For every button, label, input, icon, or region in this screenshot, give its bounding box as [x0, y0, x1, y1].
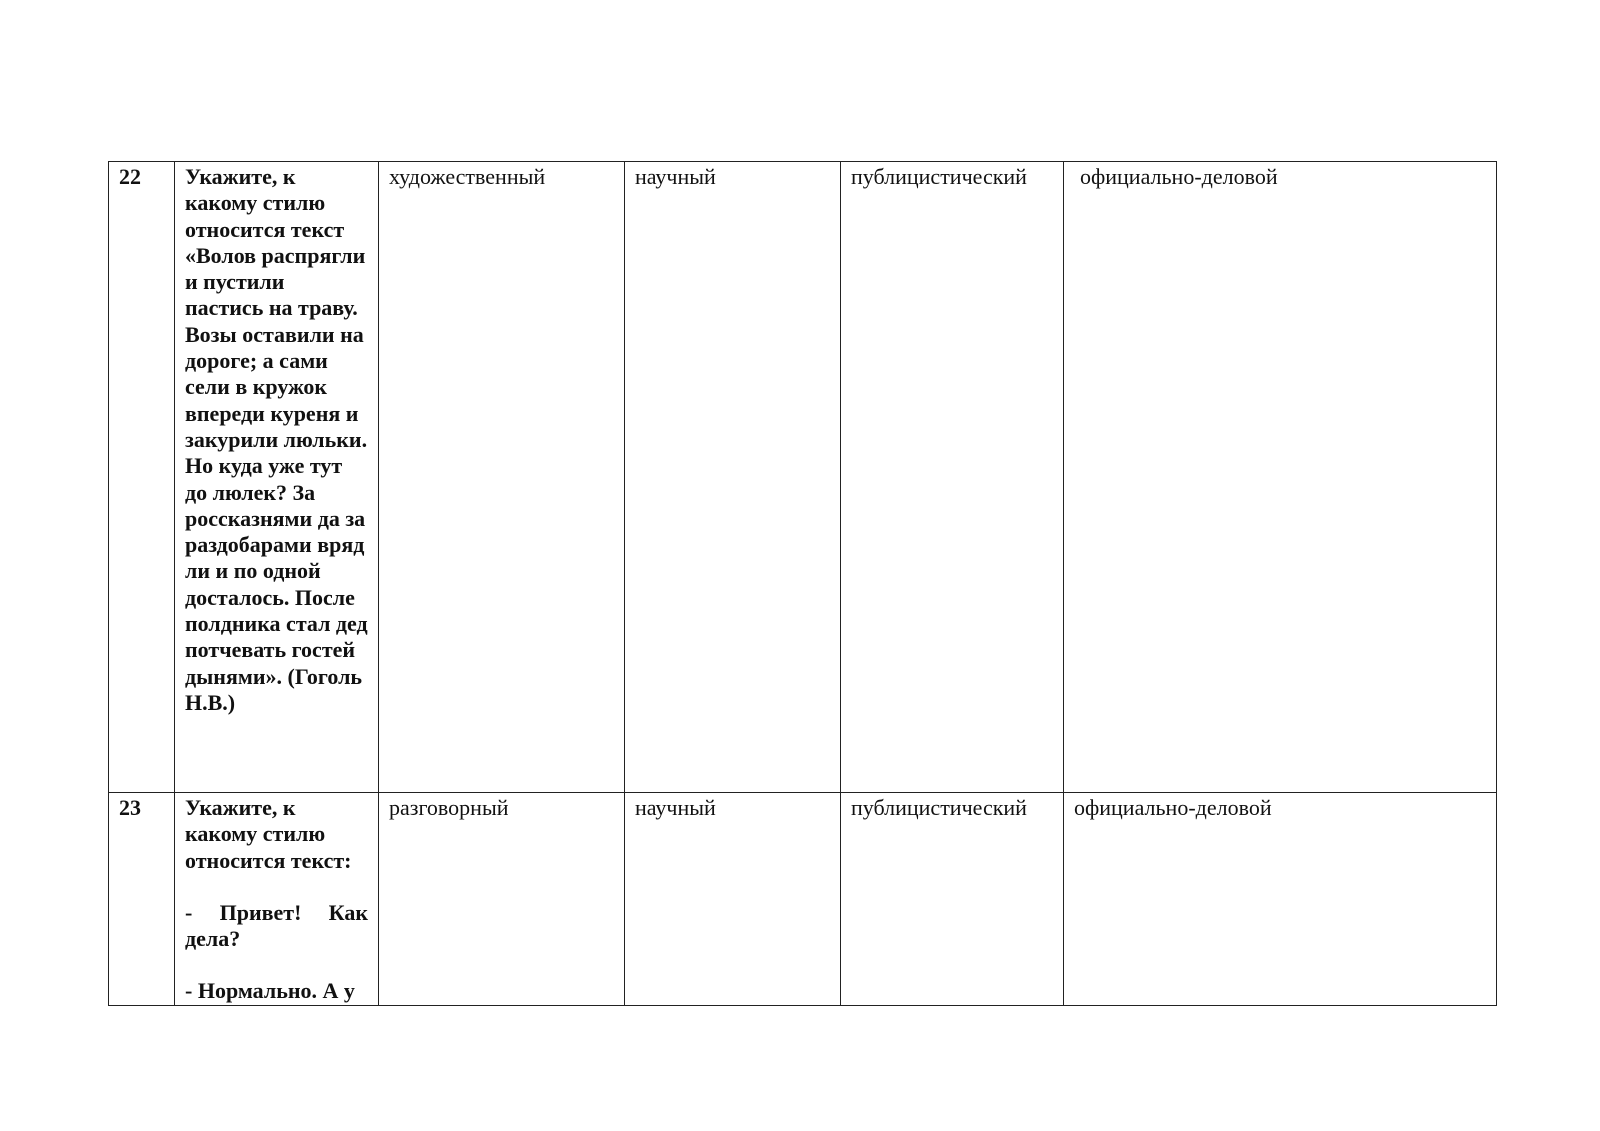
question-text-cell	[175, 162, 379, 793]
answer-option-cell	[379, 162, 625, 793]
table-row	[109, 793, 1497, 1006]
question-number-cell	[109, 793, 175, 1006]
answer-option: официально-деловой	[1074, 795, 1272, 820]
table-row	[109, 162, 1497, 793]
answer-option-cell	[841, 162, 1064, 793]
question-number-cell	[109, 162, 175, 793]
answer-option: художественный	[389, 164, 546, 189]
answer-option-cell	[625, 162, 841, 793]
answer-option: научный	[635, 164, 716, 189]
answer-option-cell	[1064, 162, 1497, 793]
question-number: 22	[119, 164, 141, 189]
answer-option: публицистический	[851, 164, 1027, 189]
dialogue-line: - Нормально. А у	[185, 978, 355, 1004]
answer-option: официально-деловой	[1080, 164, 1278, 189]
question-number: 23	[119, 795, 141, 820]
answer-option-cell	[841, 793, 1064, 1006]
answer-option-cell	[379, 793, 625, 1006]
questions-table	[108, 161, 1497, 1006]
answer-option-cell	[1064, 793, 1497, 1006]
dialogue-line: - Привет! Как дела?	[185, 899, 368, 952]
answer-option: публицистический	[851, 795, 1027, 820]
question-text-cell	[175, 793, 379, 1006]
answer-option-cell	[625, 793, 841, 1006]
answer-option: разговорный	[389, 795, 509, 820]
answer-option: научный	[635, 795, 716, 820]
question-text: Укажите, к какому стилю относится текст «Волов распрягли и пустили пастись на траву. Возы оставили на дороге; а сами сели в кружок впереди куреня и закурили люльки. Но куда уже тут до люлек? За россказнями да за раздобарами вряд ли и по одной досталось. После полдника стал дед потчевать гостей дынями». (Гоголь Н.В.)	[185, 164, 368, 715]
question-text: Укажите, к какому стилю относится текст:	[185, 795, 352, 873]
